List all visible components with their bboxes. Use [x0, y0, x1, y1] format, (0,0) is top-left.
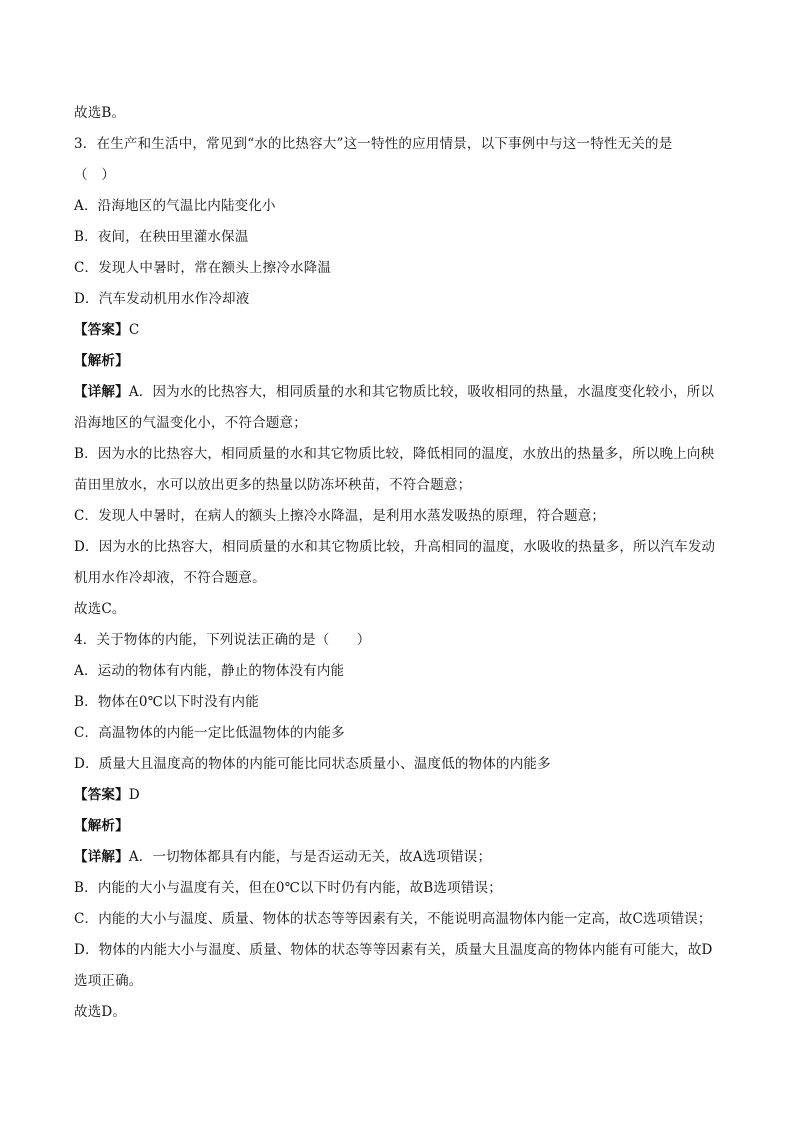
q4-answer-value: D	[128, 787, 140, 803]
q3-option-a: A．沿海地区的气温比内陆变化小	[74, 198, 276, 214]
q3-answer	[74, 315, 724, 346]
q3-detail-line: C．发现人中暑时，在病人的额头上擦冷水降温，是利用水蒸发吸热的原理，符合题意；	[74, 508, 606, 524]
q3-detail-tag: 【详解】	[74, 384, 129, 400]
q3-answer-value: C	[128, 322, 140, 338]
q4-analysis-tag: 【解析】	[74, 818, 129, 834]
q3-detail-line: 沿海地区的气温变化小，不符合题意；	[74, 415, 307, 431]
q3-option-d: D．汽车发动机用水作冷却液	[74, 291, 250, 307]
q3-conclusion: 故选C。	[74, 601, 126, 617]
q4-option-c: C．高温物体的内能一定比低温物体的内能多	[74, 725, 345, 741]
q4-option-d: D．质量大且温度高的物体的内能可能比同状态质量小、温度低的物体的内能多	[74, 756, 551, 772]
q4-detail-line: B．内能的大小与温度有关，但在0℃以下时仍有内能，故B选项错误；	[74, 880, 502, 896]
q3-detail-line: B．因为水的比热容大，相同质量的水和其它物质比较，降低相同的温度，水放出的热量多，所以晚上向秧	[74, 446, 715, 462]
q3-option-c: C．发现人中暑时，常在额头上擦冷水降温	[74, 260, 332, 276]
q4-option-b: B．物体在0℃以下时没有内能	[74, 694, 259, 710]
q4-detail-line: 选项正确。	[74, 973, 143, 989]
q3-stem-line2: （ ）	[74, 167, 116, 183]
q4-stem: 4．关于物体的内能，下列说法正确的是（ ）	[74, 632, 371, 648]
q4-detail-tag: 【详解】	[74, 849, 129, 865]
q4-answer-tag: 【答案】	[74, 787, 129, 803]
q4-detail-line: D．物体的内能大小与温度、质量、物体的状态等等因素有关，质量大且温度高的物体内能有可能大，故D	[74, 942, 713, 958]
q4-option-a: A．运动的物体有内能，静止的物体没有内能	[74, 663, 345, 679]
q4-detail-line: C．内能的大小与温度、质量、物体的状态等等因素有关，不能说明高温物体内能一定高，故C选项错误；	[74, 911, 712, 927]
q3-detail-line: 苗田里放水，水可以放出更多的热量以防冻坏秧苗，不符合题意；	[74, 477, 472, 493]
q3-answer-tag: 【答案】	[74, 322, 129, 338]
q4-answer	[74, 780, 724, 811]
q2-conclusion: 故选B。	[74, 105, 126, 121]
q3-stem-line1: 3．在生产和生活中，常见到“水的比热容大”这一特性的应用情景，以下事例中与这一特性无关的是	[74, 136, 673, 152]
q4-detail-line: 【详解】A．一切物体都具有内能，与是否运动无关，故A选项错误；	[74, 849, 492, 865]
q3-detail-line: 【详解】A．因为水的比热容大，相同质量的水和其它物质比较，吸收相同的热量，水温度变化较小，所以	[74, 384, 715, 400]
document-body	[74, 98, 724, 1028]
q3-detail-line: 机用水作冷却液，不符合题意。	[74, 570, 266, 586]
q4-conclusion: 故选D。	[74, 1004, 127, 1020]
q3-analysis-tag: 【解析】	[74, 353, 129, 369]
q3-detail-line: D．因为水的比热容大，相同质量的水和其它物质比较，升高相同的温度，水吸收的热量多，所以汽车发动	[74, 539, 716, 555]
q3-option-b: B．夜间，在秧田里灌水保温	[74, 229, 249, 245]
